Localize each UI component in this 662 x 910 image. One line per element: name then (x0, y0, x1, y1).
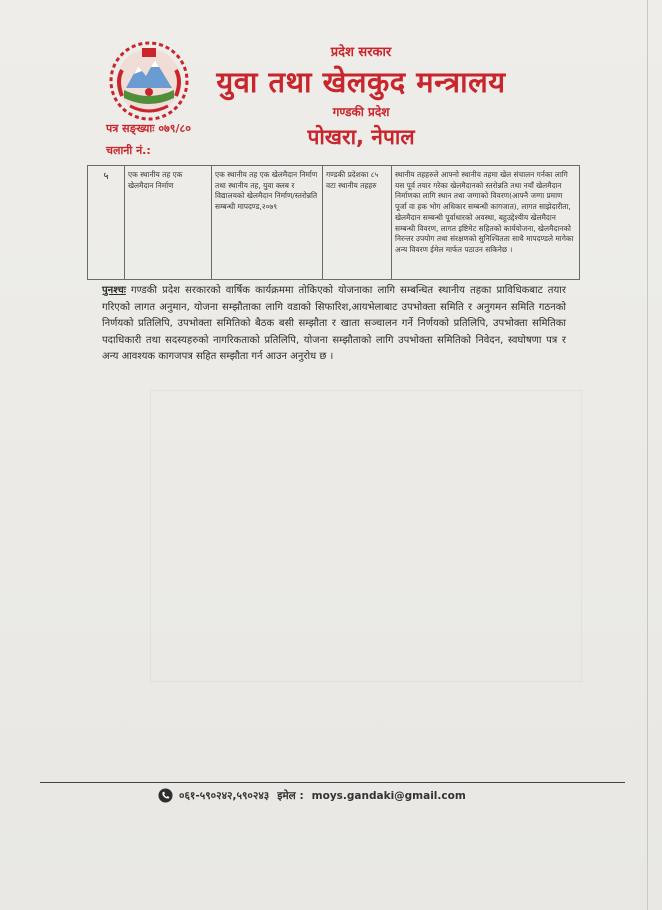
ministry-title: युवा तथा खेलकुद मन्त्रालय (216, 65, 506, 99)
cell-beneficiary: गण्डकी प्रदेशका ८५ वटा स्थानीय तहहरु (323, 166, 392, 280)
cell-reference-doc: एक स्थानीय तह एक खेलमैदान निर्माण तथा स्थानीय तह, युवा क्लब र विद्यालयको खेलमैदान निर्माण/स्तरोन्नति सम्बन्धी मापदण्ड,२०७९ (212, 166, 323, 280)
city-name: पोखरा, नेपाल (307, 125, 415, 149)
dispatch-number-label: चलानी नं.: (106, 144, 151, 157)
letter-number-label: पत्र सङ्ख्याः (106, 122, 155, 135)
province-name: गण्डकी प्रदेश (332, 105, 390, 119)
postscript-text: गण्डकी प्रदेश सरकारको वार्षिक कार्यक्रममा तोकिएको योजनाका लागि सम्बन्धित स्थानीय तहका प्राविधिकबाट तयार गरिएको लागत अनुमान, योजना सम्झौताका लागि वडाको सिफारिश,आयभेलाबाट उपभोक्ता समिति र अनुगमन समिति गठनको निर्णयको प्रतिलिपि, उपभोक्ता समितिको बैठक बसी सम्झौता र खाता सञ्चालन गर्ने निर्णयको प्रतिलिपि, उपभोक्ता समितिका पदाधिकारी तथा सदस्यहरुको नागरिकताको प्रतिलिपि, योजना सम्झौताको लागि उपभोक्ता समितिको निवेदन, स्वघोषणा पत्र र अन्य आवश्यक कागजपत्र सहित सम्झौता गर्न आउन अनुरोध छ । (102, 285, 566, 363)
cell-program: एक स्थानीय तह एक खेलमैदान निर्माण (125, 166, 212, 280)
program-table (87, 165, 580, 280)
footer-email-label: इमेल : (277, 789, 304, 802)
postscript-label: पुनश्चः (102, 285, 126, 296)
dispatch-number (106, 143, 151, 158)
footer-divider (40, 782, 625, 783)
cell-requirements: स्थानीय तहहरुले आफ्नो स्थानीय तहमा खेल संचालन गर्नका लागि यस पूर्व तयार गरेका खेलमैदानको स्तरोन्नति तथा नयाँ खेलमैदान निर्माणका लागि स्थान तथा जग्गाको विवरण(आफ्नै जग्गा प्रमाण पूर्जा वा हक भोग अधिकार सम्बन्धी कागजात), लागत साझेदारीता, खेलमैदान सम्बन्धी पूर्वाधारको अवस्था, बहुउद्देश्यीय खेलमैदान सम्बन्धी विवरण, लागत इष्टिमेट सहितको कार्ययोजना, खेलमैदानको निरन्तर उपयोग तथा संरक्षणको सुनिश्चितता साथै मापदण्डले मागेका अन्य विवरण ईमेल मार्फत पठाउन सकिनेछ । (392, 166, 580, 280)
footer-contact (158, 788, 466, 803)
letter-number-value: ०७९/८० (158, 122, 191, 135)
footer-phone: ०६१-५९०२४२,५९०२४३ (179, 789, 270, 802)
footer-email[interactable]: moys.gandaki@gmail.com (311, 789, 466, 802)
phone-icon (158, 788, 173, 803)
government-heading: प्रदेश सरकार (330, 45, 392, 60)
letter-number (106, 121, 191, 136)
cell-serial: ५ (88, 166, 125, 280)
table-row (88, 166, 580, 280)
postscript-note (102, 283, 566, 366)
show-through-shadow (150, 390, 582, 682)
